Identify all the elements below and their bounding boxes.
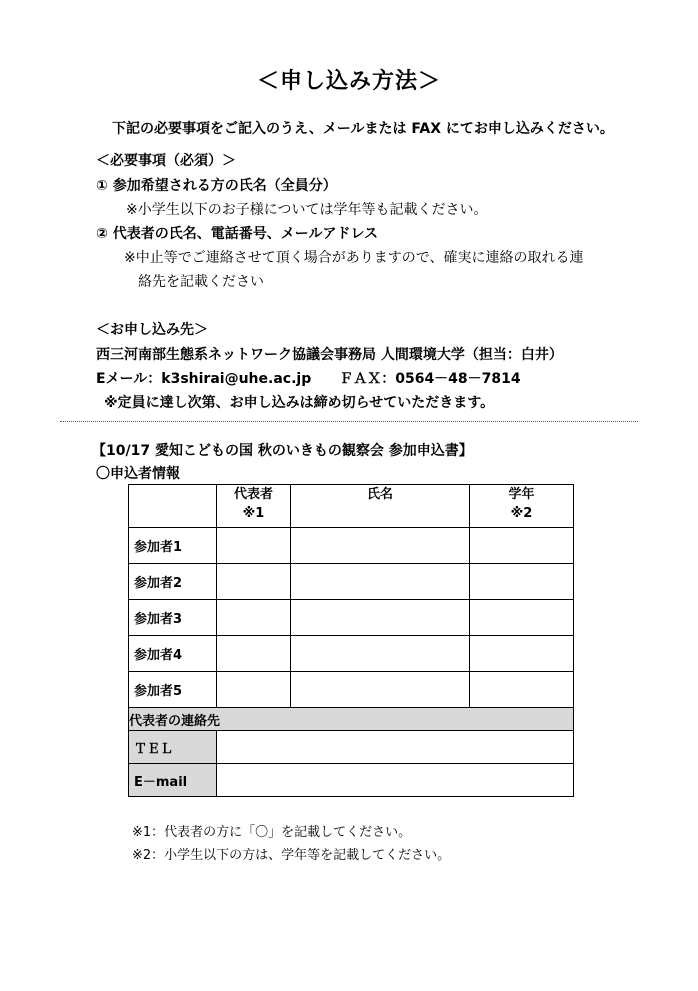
- intro-text: 下記の必要事項をご記入のうえ、メールまたは FAX にてお申し込みください。: [112, 121, 614, 137]
- footnote-2: ※2：小学生以下の方は、学年等を記載してください。: [132, 848, 451, 863]
- tel-field[interactable]: [217, 731, 574, 764]
- header-grade-label: 学年: [508, 487, 535, 502]
- representative-cell[interactable]: [217, 672, 291, 708]
- application-form-table: [128, 484, 574, 797]
- contact-email-fax: Eメール：k3shirai@uhe.ac.jp ＦＡＸ：0564－48－7814: [96, 371, 521, 387]
- header-grade-note: ※2: [510, 506, 533, 521]
- grade-cell[interactable]: [470, 600, 574, 636]
- name-cell[interactable]: [291, 636, 470, 672]
- header-name-label: 氏名: [366, 487, 393, 502]
- table-row: [129, 528, 574, 564]
- requirement-item-2-note-line2: 絡先を記載ください: [138, 274, 264, 290]
- grade-cell[interactable]: [470, 564, 574, 600]
- tel-row: [129, 731, 574, 764]
- representative-cell[interactable]: [217, 600, 291, 636]
- dotted-divider: [60, 421, 638, 422]
- header-representative: [217, 485, 291, 528]
- table-row: [129, 564, 574, 600]
- email-field[interactable]: [217, 764, 574, 797]
- table-header-row: [129, 485, 574, 528]
- participant-label: 参加者1: [129, 528, 217, 564]
- representative-cell[interactable]: [217, 564, 291, 600]
- contact-office: 西三河南部生態系ネットワーク協議会事務局 人間環境大学（担当：白井）: [96, 347, 563, 363]
- deadline-note: ※定員に達し次第、お申し込みは締め切らせていただきます。: [104, 395, 495, 411]
- name-cell[interactable]: [291, 528, 470, 564]
- participant-label: 参加者3: [129, 600, 217, 636]
- participant-label: 参加者4: [129, 636, 217, 672]
- name-cell[interactable]: [291, 672, 470, 708]
- requirement-item-2: ② 代表者の氏名、電話番号、メールアドレス: [96, 226, 379, 242]
- table-row: [129, 672, 574, 708]
- name-cell[interactable]: [291, 600, 470, 636]
- header-grade: [470, 485, 574, 528]
- email-row: [129, 764, 574, 797]
- footnote-1: ※1：代表者の方に「〇」を記載してください。: [132, 825, 412, 840]
- requirement-item-1: ① 参加希望される方の氏名（全員分）: [96, 178, 337, 194]
- table-row: [129, 636, 574, 672]
- requirement-item-2-note-line1: ※中止等でご連絡させて頂く場合がありますので、確実に連絡の取れる連: [124, 250, 584, 266]
- name-cell[interactable]: [291, 564, 470, 600]
- header-empty-cell: [129, 485, 217, 528]
- grade-cell[interactable]: [470, 672, 574, 708]
- requirement-item-1-note: ※小学生以下のお子様については学年等も記載ください。: [126, 202, 488, 218]
- tel-label: ＴＥＬ: [129, 731, 217, 764]
- email-label: E－mail: [129, 764, 217, 797]
- contact-heading: ＜お申し込み先＞: [96, 322, 208, 338]
- participant-label: 参加者5: [129, 672, 217, 708]
- header-name: [291, 485, 470, 528]
- representative-cell[interactable]: [217, 636, 291, 672]
- participant-label: 参加者2: [129, 564, 217, 600]
- applicant-info-heading: 〇申込者情報: [96, 466, 180, 482]
- rep-contact-heading-row: [129, 708, 574, 731]
- representative-cell[interactable]: [217, 528, 291, 564]
- grade-cell[interactable]: [470, 528, 574, 564]
- grade-cell[interactable]: [470, 636, 574, 672]
- page-title: ＜申し込み方法＞: [256, 69, 441, 94]
- table-row: [129, 600, 574, 636]
- header-representative-note: ※1: [242, 506, 265, 521]
- requirements-heading: ＜必要事項（必須）＞: [96, 153, 236, 169]
- form-heading: 【10/17 愛知こどもの国 秋のいきもの観察会 参加申込書】: [92, 443, 473, 459]
- header-representative-label: 代表者: [233, 487, 273, 502]
- rep-contact-heading: 代表者の連絡先: [129, 708, 574, 731]
